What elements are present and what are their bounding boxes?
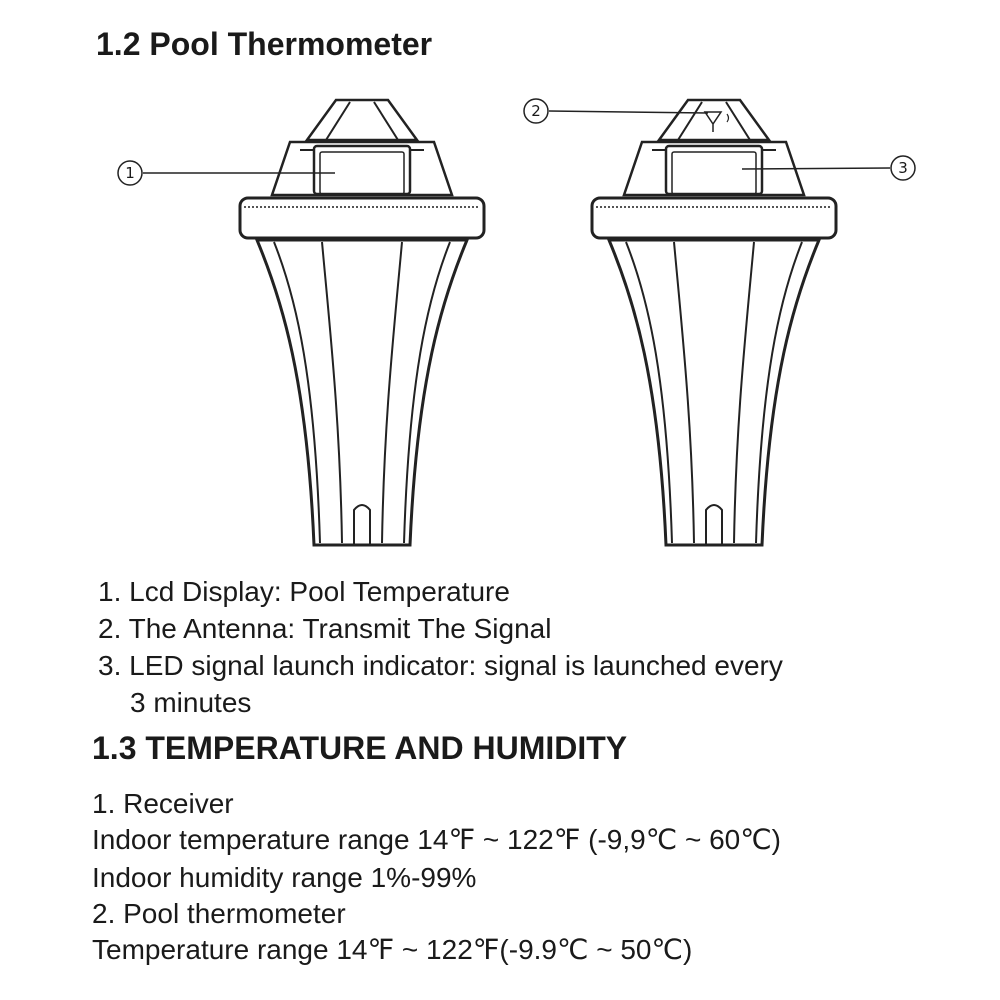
spec-indoor-temperature: Indoor temperature range 14℉ ~ 122℉ (-9,9℃ ~ 60℃) [92, 824, 781, 855]
item-lcd-display: 1. Lcd Display: Pool Temperature [98, 576, 510, 607]
spec-pool-thermometer-heading: 2. Pool thermometer [92, 898, 346, 929]
spec-indoor-humidity: Indoor humidity range 1%-99% [92, 862, 477, 893]
item-led-indicator: 3. LED signal launch indicator: signal is launched every [98, 650, 783, 681]
item-led-indicator-continued: 3 minutes [130, 687, 252, 718]
section-title-pool-thermometer: 1.2 Pool Thermometer [96, 26, 433, 62]
spec-pool-temperature: Temperature range 14℉ ~ 122℉(-9.9℃ ~ 50℃) [92, 934, 693, 965]
spec-receiver-heading: 1. Receiver [92, 788, 234, 819]
item-antenna: 2. The Antenna: Transmit The Signal [98, 613, 552, 644]
svg-text:2: 2 [531, 102, 541, 120]
svg-text:3: 3 [898, 159, 908, 177]
thermometer-right-illustration [592, 100, 836, 545]
svg-text:1: 1 [125, 164, 135, 182]
thermometer-left-illustration [240, 100, 484, 545]
section-title-temperature-humidity: 1.3 TEMPERATURE AND HUMIDITY [92, 730, 628, 766]
